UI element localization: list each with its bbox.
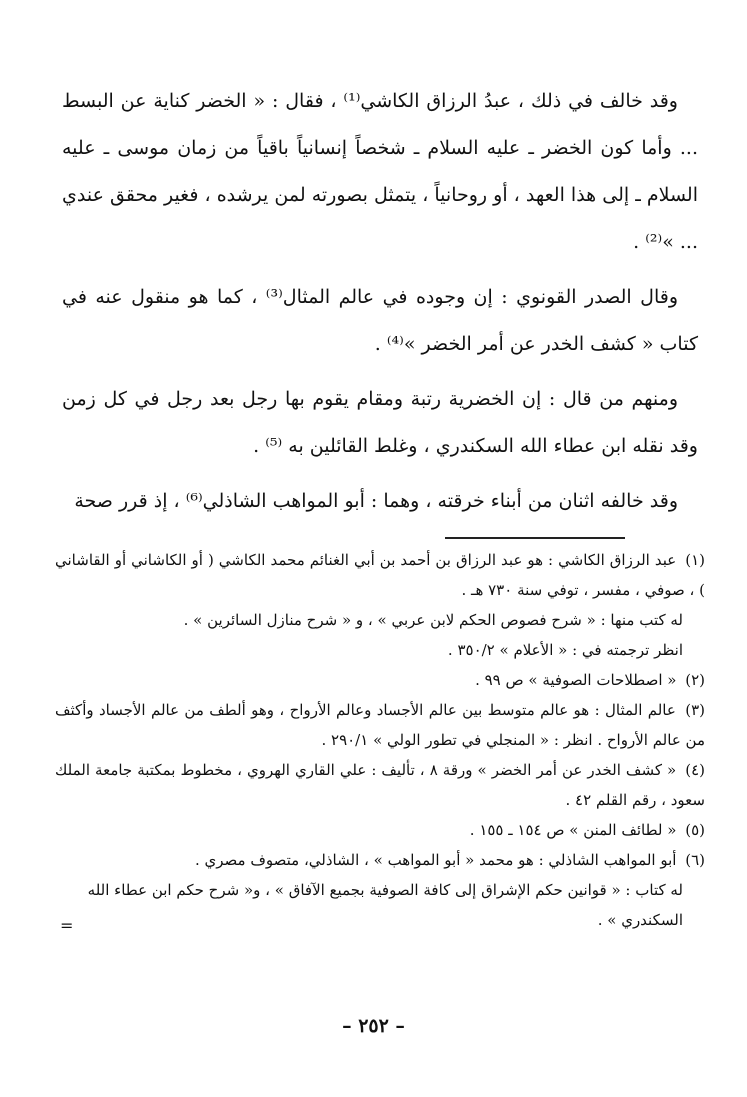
paragraph: وقال الصدر القونوي : إن وجوده في عالم المثال⁽³⁾ ، كما هو منقول عنه في كتاب « كشف الخدر عن أمر الخضر »⁽⁴⁾ . — [62, 286, 698, 355]
footnote-text: « كشف الخدر عن أمر الخضر » ورقة ٨ ، تأليف : علي القاري الهروي ، مخطوط بمكتبة جامعة الملك سعود ، رقم القلم ٤٢ . — [55, 761, 705, 809]
footnote-text: أبو المواهب الشاذلي : هو محمد « أبو المواهب » ، الشاذلي، متصوف مصري . — [194, 851, 677, 869]
footnote-number: (٦) — [685, 851, 705, 869]
footnote-number: (٢) — [685, 671, 705, 689]
footnote-line: له كتب منها : « شرح فصوص الحكم لابن عربي » ، و « شرح منازل السائرين » . — [183, 611, 683, 629]
footnote — [55, 545, 705, 605]
footnote-number: (٣) — [685, 701, 705, 719]
footnote-number: (٤) — [685, 761, 705, 779]
footnote — [55, 695, 705, 755]
main-text — [62, 78, 698, 533]
footnote — [55, 665, 705, 695]
paragraph: وقد خالف في ذلك ، عبدُ الرزاق الكاشي⁽¹⁾ ، فقال : « الخضر كناية عن البسط ... وأما كون الخضر ـ عليه السلام ـ شخصاً إنسانياً باقياً من زمان موسى ـ عليه السلام ـ إلى هذا العهد ، أو روحانياً ، يتمثل بصورته لمن يرشده ، فغير محقق عندي ... »⁽²⁾ . — [62, 90, 698, 253]
footnotes — [55, 545, 705, 935]
paragraph: وقد خالفه اثنان من أبناء خرقته ، وهما : أبو المواهب الشاذلي⁽⁶⁾ ، إذ قرر صحة — [74, 490, 678, 512]
continuation-mark: = — [60, 916, 74, 935]
footnote — [55, 815, 705, 845]
footnote-text: « لطائف المنن » ص ١٥٤ ـ ١٥٥ . — [469, 821, 677, 839]
footnote — [55, 845, 705, 875]
paragraph: ومنهم من قال : إن الخضرية رتبة ومقام يقوم بها رجل بعد رجل في كل زمن وقد نقله ابن عطاء الله السكندري ، وغلط القائلين به ⁽⁵⁾ . — [62, 388, 698, 457]
page-number: – ٢٥٢ – — [342, 1015, 405, 1037]
footnote-number: (١) — [685, 551, 705, 569]
footnote-line: له كتاب : « قوانين حكم الإشراق إلى كافة الصوفية بجميع الآفاق » ، و« شرح حكم ابن عطاء الله السكندري » . — [87, 881, 683, 929]
footnote-text: عالم المثال : هو عالم متوسط بين عالم الأجساد وعالم الأرواح ، وهو ألطف من عالم الأجساد وأكثف من عالم الأرواح . انظر : « المنجلي في تطور الولي » ٢٩٠/١ . — [55, 701, 705, 749]
footnote-text: عبد الرزاق الكاشي : هو عبد الرزاق بن أحمد بن أبي الغنائم محمد الكاشي ( أو الكاشاني أو القاشاني ) ، صوفي ، مفسر ، توفي سنة ٧٣٠ هـ . — [55, 551, 705, 599]
footnote-number: (٥) — [685, 821, 705, 839]
footnote-separator — [445, 537, 625, 539]
footnote-line: انظر ترجمته في : « الأعلام » ٣٥٠/٢ . — [447, 641, 683, 659]
footnote — [55, 755, 705, 815]
footnote-text: « اصطلاحات الصوفية » ص ٩٩ . — [475, 671, 677, 689]
